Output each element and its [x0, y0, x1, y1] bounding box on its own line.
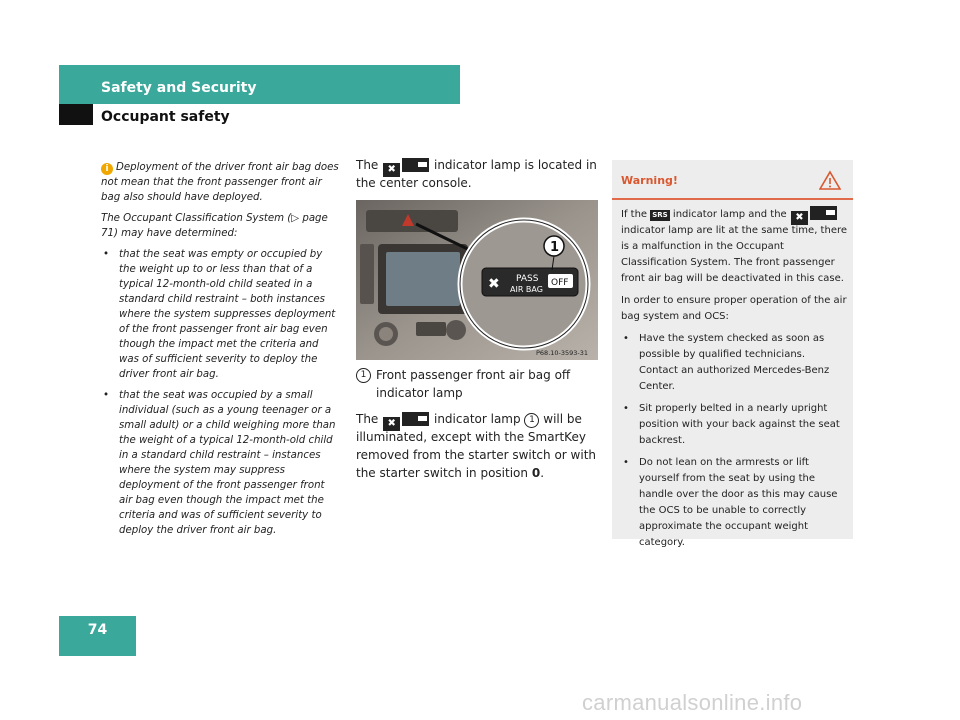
intro-paragraph: The ✖ indicator lamp is located in the center console. — [356, 158, 597, 190]
warning-paragraph-2: In order to ensure proper operation of the air bag system and OCS: — [621, 295, 847, 322]
caption-number: 1 — [356, 368, 371, 383]
info-icon: i — [101, 163, 113, 175]
passenger-airbag-off-lamp-icon: ✖ — [383, 412, 429, 426]
ocs-text: The Occupant Classification System (▷ page 71) may have determined: — [101, 213, 328, 239]
bullet-icon: • — [623, 457, 629, 468]
figure-callout: 1 — [550, 240, 560, 255]
bullet-icon: • — [623, 333, 629, 344]
list-item: • Sit properly belted in a nearly upright position with your back against the seat backrest. — [623, 403, 840, 446]
srs-lamp-icon: SRS — [652, 211, 668, 219]
caption-text: Front passenger front air bag off indicator lamp — [376, 368, 571, 400]
ocs-bullet-list — [101, 247, 341, 538]
reference-number: 1 — [524, 413, 539, 428]
svg-text:✖: ✖ — [488, 276, 500, 292]
airbag-label: AIR BAG — [510, 285, 543, 294]
warning-bullet-list — [621, 331, 847, 551]
bullet-icon: • — [103, 390, 110, 401]
header-marker — [59, 104, 93, 125]
section-title: Safety and Security — [101, 80, 257, 96]
warning-paragraph-1: If the SRS indicator lamp and the ✖ indicator lamp are lit at the same time, there is a malfunction in the Occupant Classification System. The front passenger front air bag will be deactivated in this case. — [621, 206, 847, 287]
passenger-airbag-off-lamp-icon: ✖ — [383, 158, 429, 172]
page-number: 74 — [87, 622, 108, 638]
list-item: • Have the system checked as soon as possible by qualified technicians. Contact an authorized Mercedes-Benz Center. — [623, 333, 830, 392]
topic-title: Occupant safety — [101, 109, 230, 125]
off-label: OFF — [551, 278, 569, 288]
info-note — [101, 160, 341, 205]
passenger-airbag-off-lamp-icon: ✖ — [791, 206, 837, 220]
info-text: Deployment of the driver front air bag does not mean that the front passenger front air bag also should have deployed. — [101, 162, 339, 203]
warning-box — [612, 160, 853, 548]
warning-body — [621, 206, 847, 557]
warning-header — [612, 160, 853, 200]
middle-column — [356, 156, 600, 490]
left-column — [101, 160, 341, 544]
lamp-paragraph: The ✖ indicator lamp 1 will be illuminated, except with the SmartKey removed from the starter switch or with the starter switch in position 0. — [356, 412, 596, 480]
figure-caption — [356, 366, 600, 402]
list-item: • Do not lean on the armrests or lift yourself from the seat by using the handle over the door as this may cause the OCS to be unable to correctly approximate the occupant weight category. — [623, 457, 838, 548]
bullet-icon: • — [623, 403, 629, 414]
switch-position: 0 — [531, 466, 541, 480]
warning-triangle-icon — [819, 170, 841, 190]
bullet-icon: • — [103, 249, 110, 260]
warning-title: Warning! — [621, 174, 678, 187]
figure-code: P68.10-3593-31 — [536, 349, 589, 357]
list-item: • that the seat was empty or occupied by the weight up to or less than that of a typical 12-month-old child seated in a standard child restraint – both instances where the system suppresses deployment of the front passenger front air bag even though the impact met the criteria and was of sufficient severity to deploy the driver front air bag. — [103, 249, 336, 380]
center-console-photo — [356, 200, 598, 360]
list-item: • that the seat was occupied by a small individual (such as a young teenager or a small adult) or a child weighing more than the weight of a typical 12-month-old child in a standard child restraint – instances where the system may suppress deployment of the front passenger front air bag even though the impact met the criteria and was of sufficient severity to deploy the driver front air bag. — [103, 390, 336, 536]
watermark: carmanualsonline.info — [582, 690, 803, 715]
pass-label: PASS — [516, 274, 539, 284]
